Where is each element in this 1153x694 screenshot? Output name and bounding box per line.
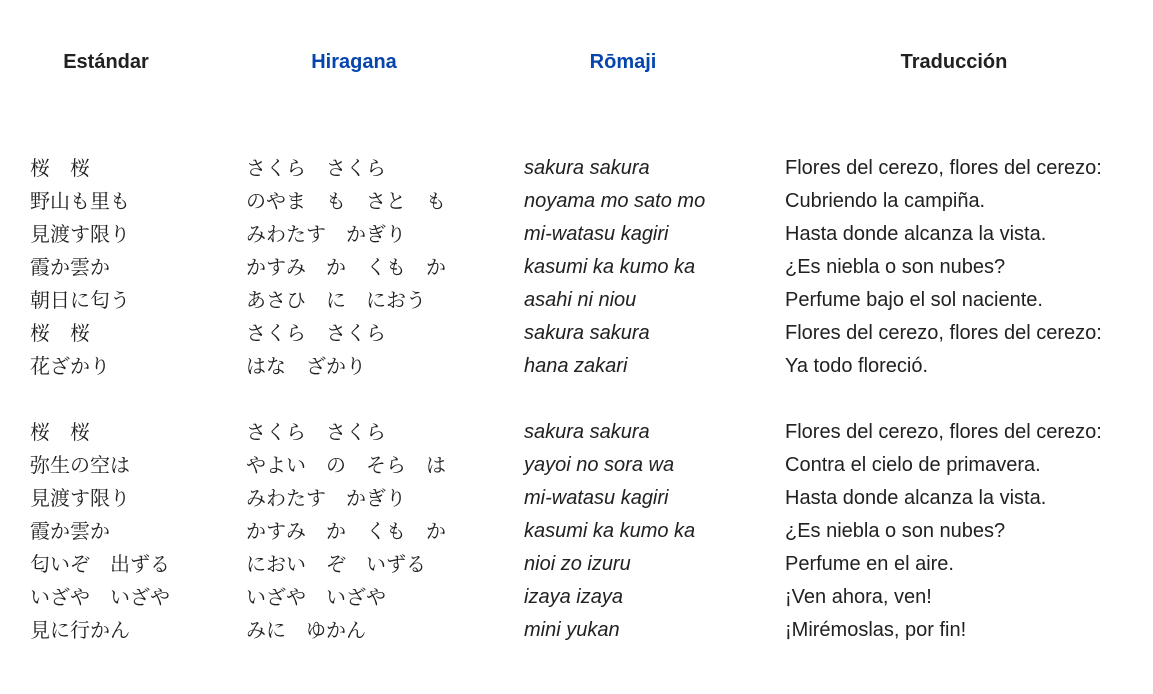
translation-line: ¡Mirémoslas, por fin! [785,619,967,641]
hiragana-line: のやま も さと も [246,189,446,213]
translation-line: Ya todo floreció. [785,355,929,377]
standard-line: 桜 桜 [30,156,90,180]
stanza-gap [785,383,1145,416]
romaji-line: nioi zo izuru [524,553,631,575]
translation-line: Cubriendo la campiña. [785,190,986,212]
header-romaji-link[interactable]: Rōmaji [589,51,657,73]
standard-line: 見渡す限り [30,486,130,510]
romaji-line: noyama mo sato mo [524,190,706,212]
standard-line: 桜 桜 [30,420,90,444]
romaji-line: kasumi ka kumo ka [524,256,696,278]
column-romaji [524,152,779,647]
translation-line: ¿Es niebla o son nubes? [785,256,1006,278]
standard-line: 霞か雲か [30,255,110,279]
romaji-line: hana zakari [524,355,628,377]
header-translation: Traducción [900,51,1008,73]
romaji-line: mini yukan [524,619,620,641]
romaji-line: asahi ni niou [524,289,637,311]
standard-line: 弥生の空は [30,453,130,477]
romaji-line: sakura sakura [524,157,650,179]
translation-line: Hasta donde alcanza la vista. [785,487,1047,509]
header-standard: Estándar [63,51,149,73]
hiragana-line: かすみ か くも か [246,519,446,543]
translation-line: ¿Es niebla o son nubes? [785,520,1006,542]
hiragana-line: みに ゆかん [246,618,366,642]
translation-line: Flores del cerezo, flores del cerezo: [785,421,1102,443]
hiragana-line: さくら さくら [246,321,386,345]
standard-line: 見に行かん [30,618,130,642]
hiragana-line: におい ぞ いずる [246,552,426,576]
header-hiragana-link[interactable]: Hiragana [311,51,397,73]
hiragana-line: かすみ か くも か [246,255,446,279]
hiragana-line: さくら さくら [246,420,386,444]
translation-line: Perfume en el aire. [785,553,954,575]
column-translation [785,152,1145,647]
standard-line: いざや いざや [30,585,170,609]
translation-line: Hasta donde alcanza la vista. [785,223,1047,245]
translation-line: Perfume bajo el sol naciente. [785,289,1043,311]
romaji-line: kasumi ka kumo ka [524,520,696,542]
hiragana-line: さくら さくら [246,156,386,180]
romaji-line: mi-watasu kagiri [524,223,669,245]
hiragana-line: はな ざかり [246,354,366,378]
column-standard [30,152,240,647]
standard-line: 桜 桜 [30,321,90,345]
romaji-line: izaya izaya [524,586,623,608]
translation-line: ¡Ven ahora, ven! [785,586,932,608]
standard-line: 野山も里も [30,189,130,213]
standard-line: 見渡す限り [30,222,130,246]
translation-line: Flores del cerezo, flores del cerezo: [785,322,1102,344]
romaji-line: sakura sakura [524,322,650,344]
hiragana-line: いざや いざや [246,585,386,609]
romaji-line: mi-watasu kagiri [524,487,669,509]
hiragana-line: あさひ に におう [246,288,426,312]
stanza-gap [30,383,240,416]
standard-line: 朝日に匂う [30,288,130,312]
stanza-gap [524,383,779,416]
standard-line: 霞か雲か [30,519,110,543]
standard-line: 花ざかり [30,354,110,378]
hiragana-line: みわたす かぎり [246,222,406,246]
translation-line: Contra el cielo de primavera. [785,454,1041,476]
hiragana-line: みわたす かぎり [246,486,406,510]
standard-line: 匂いぞ 出ずる [30,552,170,576]
column-hiragana [246,152,516,647]
stanza-gap [246,383,516,416]
translation-line: Flores del cerezo, flores del cerezo: [785,157,1102,179]
romaji-line: yayoi no sora wa [524,454,675,476]
romaji-line: sakura sakura [524,421,650,443]
hiragana-line: やよい の そら は [246,453,446,477]
